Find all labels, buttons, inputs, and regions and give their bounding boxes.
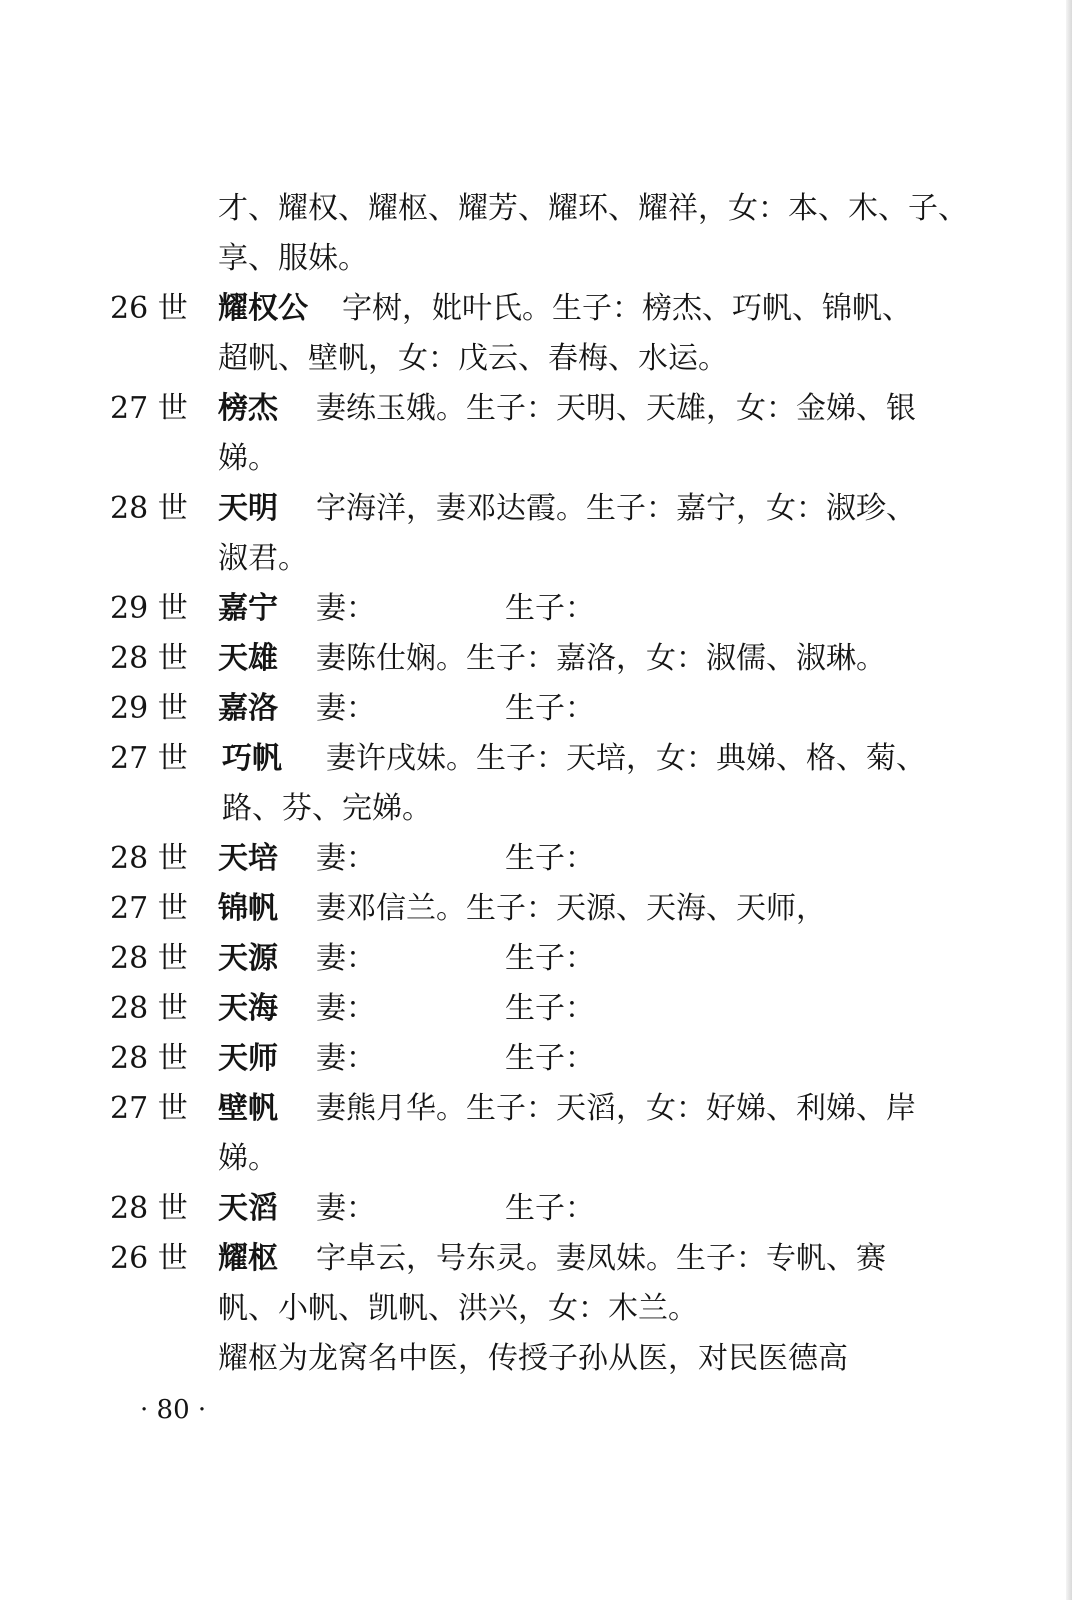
generation-label: 29 世 [110, 591, 188, 626]
generation-label: 28 世 [110, 991, 188, 1026]
entry-text: 帆、小帆、凯帆、洪兴，女：木兰。 [218, 1291, 698, 1326]
entry-text: 路、芬、完娣。 [222, 791, 432, 826]
person-name: 天滔 [218, 1191, 278, 1226]
text-line [218, 184, 968, 234]
entry-text: 字海洋，妻邓达霞。生子：嘉宁，女：淑珍、 [316, 491, 916, 526]
entry-line [218, 984, 376, 1034]
entry-text: 妻： [316, 941, 376, 976]
generation-label: 28 世 [110, 941, 188, 976]
generation-label: 27 世 [110, 1091, 188, 1126]
text-line [218, 1284, 698, 1334]
entry-text: 超帆、壁帆，女：戊云、春梅、水运。 [218, 341, 728, 376]
entry-text: 淑君。 [218, 541, 308, 576]
children-label: 生子： [505, 941, 595, 976]
entry-text: 字树，妣叶氏。生子：榜杰、巧帆、锦帆、 [342, 291, 912, 326]
generation-label: 27 世 [110, 391, 188, 426]
entry-text: 耀枢为龙窝名中医，传授子孙从医，对民医德高 [218, 1341, 848, 1376]
person-name: 锦帆 [218, 891, 278, 926]
generation-label: 28 世 [110, 841, 188, 876]
entry-text: 妻邓信兰。生子：天源、天海、天师， [316, 891, 826, 926]
entry-line [218, 1184, 376, 1234]
entry-text: 妻熊月华。生子：天滔，女：好娣、利娣、岸 [316, 1091, 916, 1126]
children-label: 生子： [505, 991, 595, 1026]
person-name: 耀枢 [218, 1241, 278, 1276]
entry-line [218, 834, 376, 884]
generation-label: 27 世 [110, 891, 188, 926]
generation-label: 28 世 [110, 491, 188, 526]
generation-label: 26 世 [110, 1241, 188, 1276]
entry-text: 妻陈仕娴。生子：嘉洛，女：淑儒、淑琳。 [316, 641, 886, 676]
generation-label: 28 世 [110, 641, 188, 676]
person-name: 天培 [218, 841, 278, 876]
entry-line [218, 1234, 886, 1284]
person-name: 壁帆 [218, 1091, 278, 1126]
entry-text: 妻： [316, 841, 376, 876]
entry-text: 娣。 [218, 1141, 278, 1176]
text-line [218, 1334, 848, 1384]
children-label: 生子： [505, 841, 595, 876]
person-name: 巧帆 [222, 741, 282, 776]
text-line [218, 334, 728, 384]
entry-text: 才、耀权、耀枢、耀芳、耀环、耀祥，女：本、木、子、 [218, 191, 968, 226]
entry-line [218, 484, 916, 534]
entry-text: 字卓云，号东灵。妻凤妹。生子：专帆、赛 [316, 1241, 886, 1276]
person-name: 天海 [218, 991, 278, 1026]
person-name: 天源 [218, 941, 278, 976]
generation-label: 28 世 [110, 1191, 188, 1226]
entry-line [218, 1034, 376, 1084]
person-name: 天明 [218, 491, 278, 526]
entry-text: 妻： [316, 991, 376, 1026]
entry-text: 妻： [316, 1041, 376, 1076]
entry-line [218, 284, 912, 334]
person-name: 天雄 [218, 641, 278, 676]
entry-line [218, 884, 826, 934]
text-line [218, 1134, 278, 1184]
page-number: · 80 · [140, 1395, 207, 1425]
text-line [218, 534, 308, 584]
generation-label: 27 世 [110, 741, 188, 776]
person-name: 榜杰 [218, 391, 278, 426]
entry-text: 妻： [316, 591, 376, 626]
entry-text: 妻许戌妹。生子：天培，女：典娣、格、菊、 [326, 741, 926, 776]
person-name: 天师 [218, 1041, 278, 1076]
entry-line [218, 684, 376, 734]
children-label: 生子： [505, 1191, 595, 1226]
person-name: 嘉宁 [218, 591, 278, 626]
person-name: 嘉洛 [218, 691, 278, 726]
children-label: 生子： [505, 691, 595, 726]
entry-text: 妻： [316, 1191, 376, 1226]
entry-text: 娣。 [218, 441, 278, 476]
entry-line [218, 634, 886, 684]
children-label: 生子： [505, 591, 595, 626]
entry-text: 妻练玉娥。生子：天明、天雄，女：金娣、银 [316, 391, 916, 426]
text-line [218, 434, 278, 484]
entry-text: 妻： [316, 691, 376, 726]
children-label: 生子： [505, 1041, 595, 1076]
entry-line [218, 1084, 916, 1134]
page-edge [1066, 0, 1072, 1600]
entry-text: 享、服妹。 [218, 241, 368, 276]
entry-line [218, 934, 376, 984]
entry-line [218, 384, 916, 434]
generation-label: 28 世 [110, 1041, 188, 1076]
text-line [218, 234, 368, 284]
entry-line [222, 734, 926, 784]
generation-label: 26 世 [110, 291, 188, 326]
person-name: 耀权公 [218, 291, 308, 326]
text-line [222, 784, 432, 834]
generation-label: 29 世 [110, 691, 188, 726]
entry-line [218, 584, 376, 634]
